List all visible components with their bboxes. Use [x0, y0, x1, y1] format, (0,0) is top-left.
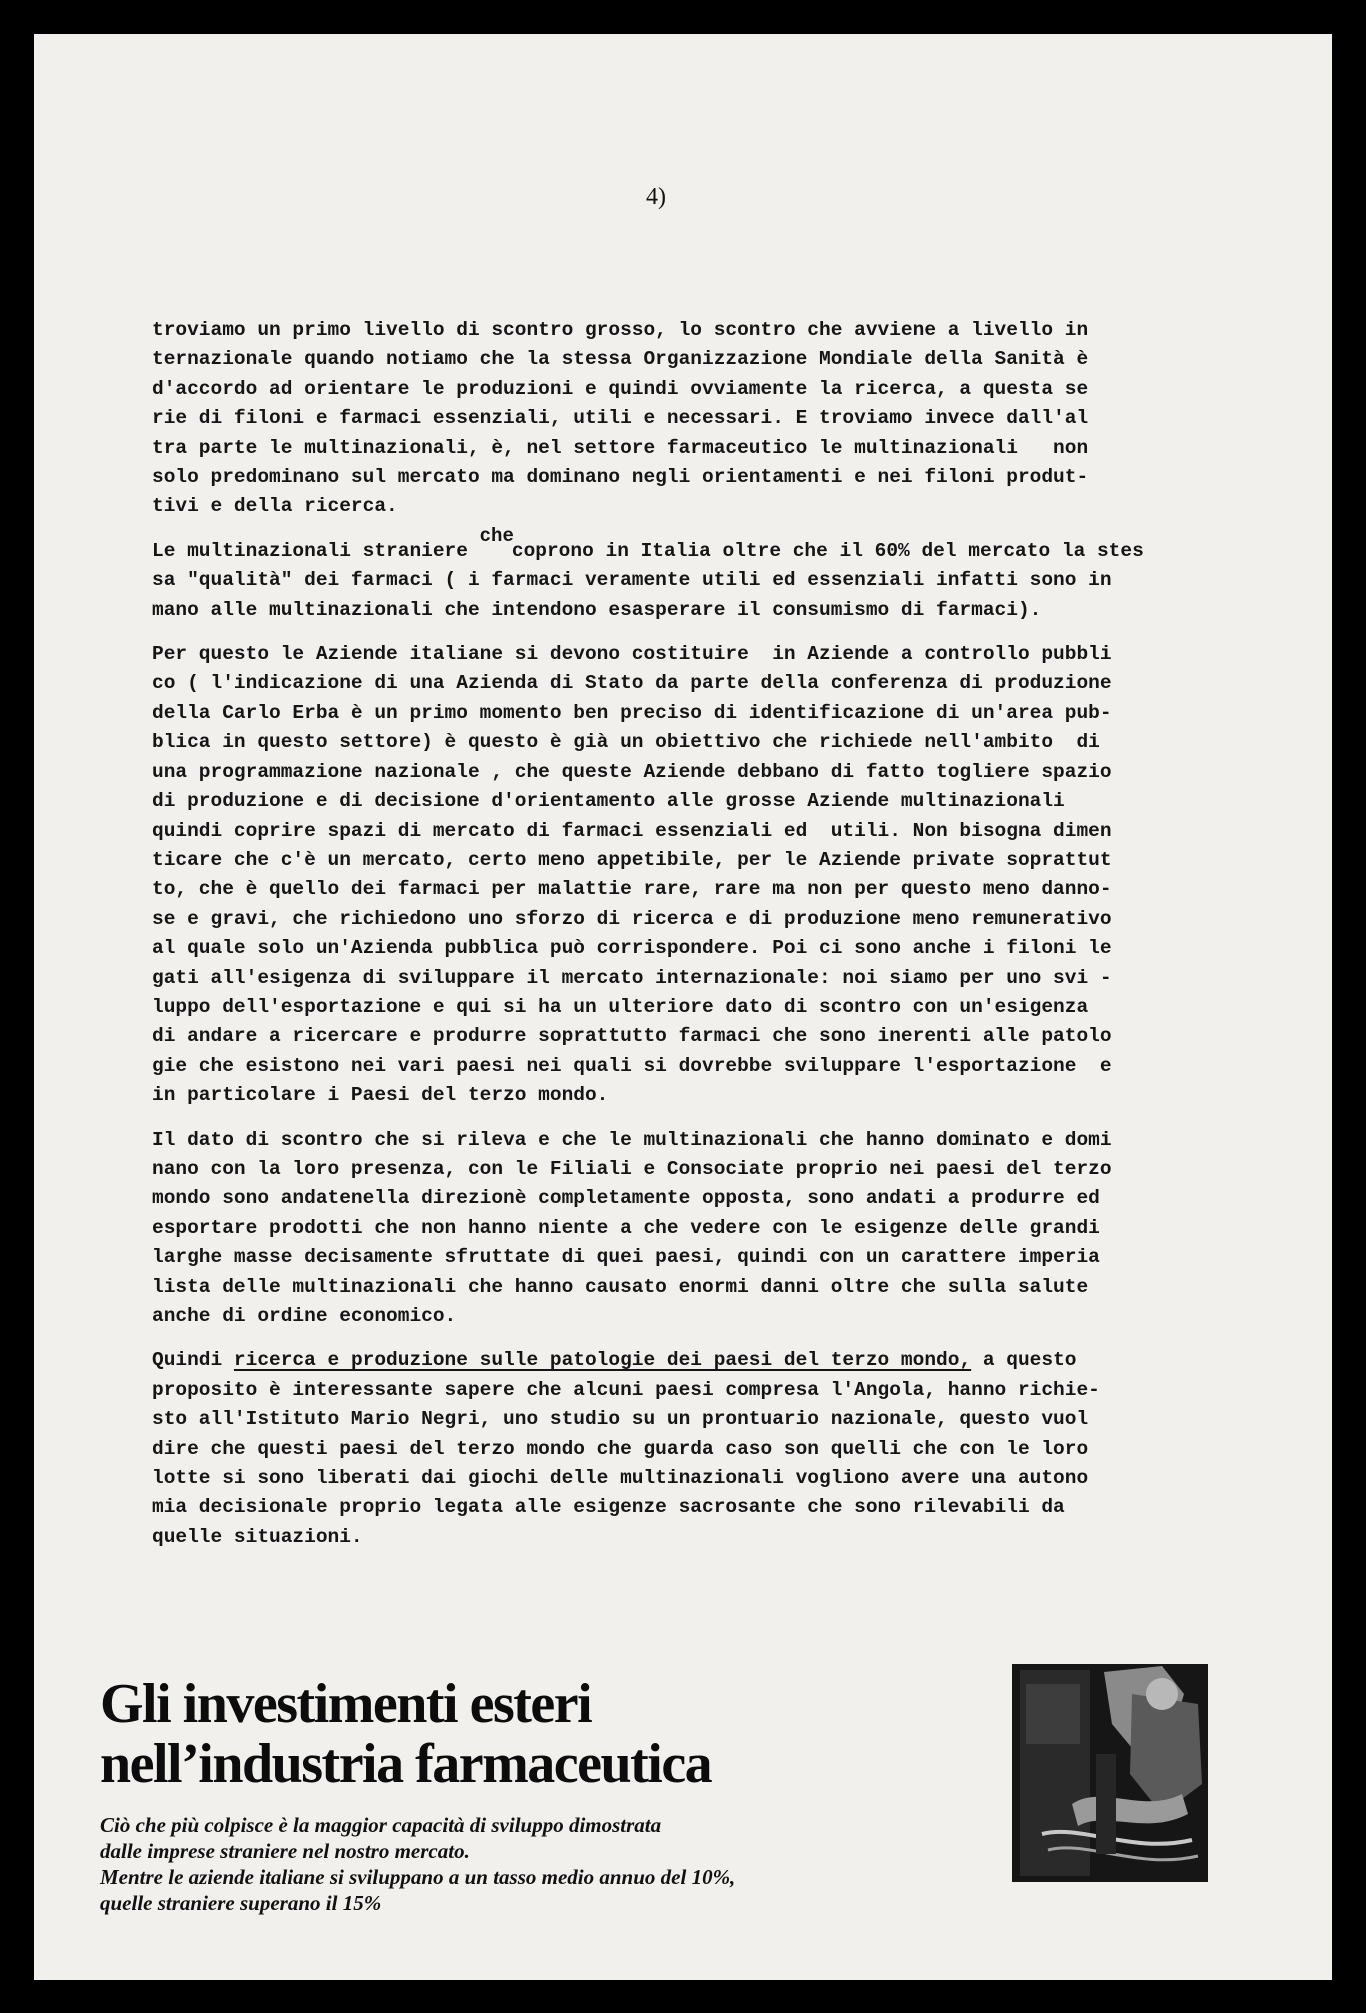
text-line: luppo dell'esportazione e qui si ha un ulteriore dato di scontro con un'esigenza: [152, 995, 1089, 1018]
text-line: Il dato di scontro che si rileva e che le multinazionali che hanno dominato e domi: [152, 1128, 1112, 1151]
text-line: di andare a ricercare e produrre soprattutto farmaci che sono inerenti alle patolo: [152, 1025, 1112, 1048]
text-line: lista delle multinazionali che hanno causato enormi danni oltre che sulla salute: [152, 1275, 1089, 1298]
text-line: se e gravi, che richiedono uno sforzo di ricerca e di produzione meno remunerativo: [152, 907, 1112, 930]
text-line: mia decisionale proprio legata alle esigenze sacrosante che sono rilevabili da: [152, 1496, 1065, 1519]
headline-line: Gli investimenti esteri: [100, 1673, 592, 1735]
text-line: larghe masse decisamente sfruttate di quei paesi, quindi con un carattere imperia: [152, 1246, 1100, 1269]
text-line: to, che è quello dei farmaci per malattie rare, rare ma non per questo meno danno-: [152, 878, 1112, 901]
text-line: ternazionale quando notiamo che la stessa Organizzazione Mondiale della Sanità è: [152, 348, 1089, 371]
clipping-headline: [100, 1674, 711, 1794]
text-fragment: Le multinazionali straniere: [152, 539, 480, 562]
text-line: Per questo le Aziende italiane si devono costituire in Aziende a controllo pubbli: [152, 643, 1112, 666]
document-page: [34, 34, 1332, 1980]
text-line: di produzione e di decisione d'orientamento alle grosse Aziende multinazionali: [152, 790, 1065, 813]
text-line: proposito è interessante sapere che alcuni paesi compresa l'Angola, hanno richie-: [152, 1378, 1100, 1401]
text-line: tivi e della ricerca.: [152, 495, 398, 518]
text-line: sto all'Istituto Mario Negri, uno studio su un prontuario nazionale, questo vuol: [152, 1408, 1089, 1431]
lead-line: Mentre le aziende italiane si sviluppano a un tasso medio annuo del 10%,: [100, 1865, 736, 1889]
text-line: quelle situazioni.: [152, 1525, 363, 1548]
text-line: blica in questo settore) è questo è già un obiettivo che richiede nell'ambito di: [152, 731, 1100, 754]
underlined-phrase: ricerca e produzione sulle patologie dei paesi del terzo mondo,: [233, 1349, 972, 1372]
text-line: rie di filoni e farmaci essenziali, utili e necessari. E troviamo invece dall'al: [152, 407, 1089, 430]
text-line: co ( l'indicazione di una Azienda di Stato da parte della conferenza di produzione: [152, 672, 1112, 695]
headline-line: nell’industria farmaceutica: [100, 1733, 712, 1795]
clipping-lead: [100, 1812, 950, 1916]
text-fragment: coprono in Italia oltre che il 60% del mercato la stes: [511, 539, 1144, 562]
text-line: della Carlo Erba è un primo momento ben preciso di identificazione di un'area pub-: [152, 701, 1112, 724]
text-line: sa "qualità" dei farmaci ( i farmaci veramente utili ed essenziali infatti sono in: [152, 569, 1112, 592]
text-line: in particolare i Paesi del terzo mondo.: [152, 1084, 609, 1107]
text-line: ticare che c'è un mercato, certo meno appetibile, per le Aziende private soprattut: [152, 848, 1112, 871]
paragraph-5: [152, 1346, 1162, 1552]
text-line: mondo sono andatenella direzionè completamente opposta, sono andati a produrre ed: [152, 1187, 1100, 1210]
text-line: [152, 1346, 1162, 1375]
text-line: troviamo un primo livello di scontro grosso, lo scontro che avviene a livello in: [152, 319, 1089, 341]
text-line: quindi coprire spazi di mercato di farmaci essenziali ed utili. Non bisogna dimen: [152, 819, 1112, 842]
text-line: dire che questi paesi del terzo mondo che guarda caso son quelli che con le loro: [152, 1437, 1089, 1460]
article-body: [152, 316, 1162, 1567]
text-line: tra parte le multinazionali, è, nel settore farmaceutico le multinazionali non: [152, 436, 1089, 459]
text-line: al quale solo un'Azienda pubblica può corrispondere. Poi ci sono anche i filoni le: [152, 937, 1112, 960]
page-number: 4): [646, 184, 666, 210]
paragraph-4: [152, 1126, 1162, 1332]
text-line: esportare prodotti che non hanno niente a che vedere con le esigenze delle grandi: [152, 1216, 1100, 1239]
text-line: d'accordo ad orientare le produzioni e quindi ovviamente la ricerca, a questa se: [152, 377, 1089, 400]
lead-line: dalle imprese straniere nel nostro mercato.: [100, 1839, 470, 1863]
lead-line: quelle straniere superano il 15%: [100, 1891, 382, 1915]
text-line: gati all'esigenza di sviluppare il mercato internazionale: noi siamo per uno svi -: [152, 966, 1112, 989]
text-line: [152, 524, 1162, 566]
paragraph-3: [152, 640, 1162, 1111]
paragraph-1: [152, 316, 1162, 522]
clipping-photo: [1012, 1664, 1208, 1882]
text-fragment: Quindi: [152, 1349, 234, 1372]
text-line: lotte si sono liberati dai giochi delle multinazionali vogliono avere una autono: [152, 1467, 1089, 1490]
paragraph-2: [152, 524, 1162, 625]
text-line: anche di ordine economico.: [152, 1305, 457, 1327]
text-fragment: a questo: [971, 1349, 1077, 1372]
lead-line: Ciò che più colpisce è la maggior capacità di sviluppo dimostrata: [100, 1813, 662, 1837]
inserted-word: che: [479, 524, 514, 547]
text-line: gie che esistono nei vari paesi nei quali si dovrebbe sviluppare l'esportazione e: [152, 1054, 1112, 1077]
text-line: solo predominano sul mercato ma dominano negli orientamenti e nei filoni produt-: [152, 466, 1089, 489]
lab-worker-photo-icon: [1012, 1664, 1208, 1882]
text-line: nano con la loro presenza, con le Filiali e Consociate proprio nei paesi del terzo: [152, 1157, 1112, 1180]
text-line: mano alle multinazionali che intendono esasperare il consumismo di farmaci).: [152, 598, 1042, 621]
text-line: una programmazione nazionale , che queste Aziende debbano di fatto togliere spazio: [152, 760, 1112, 783]
